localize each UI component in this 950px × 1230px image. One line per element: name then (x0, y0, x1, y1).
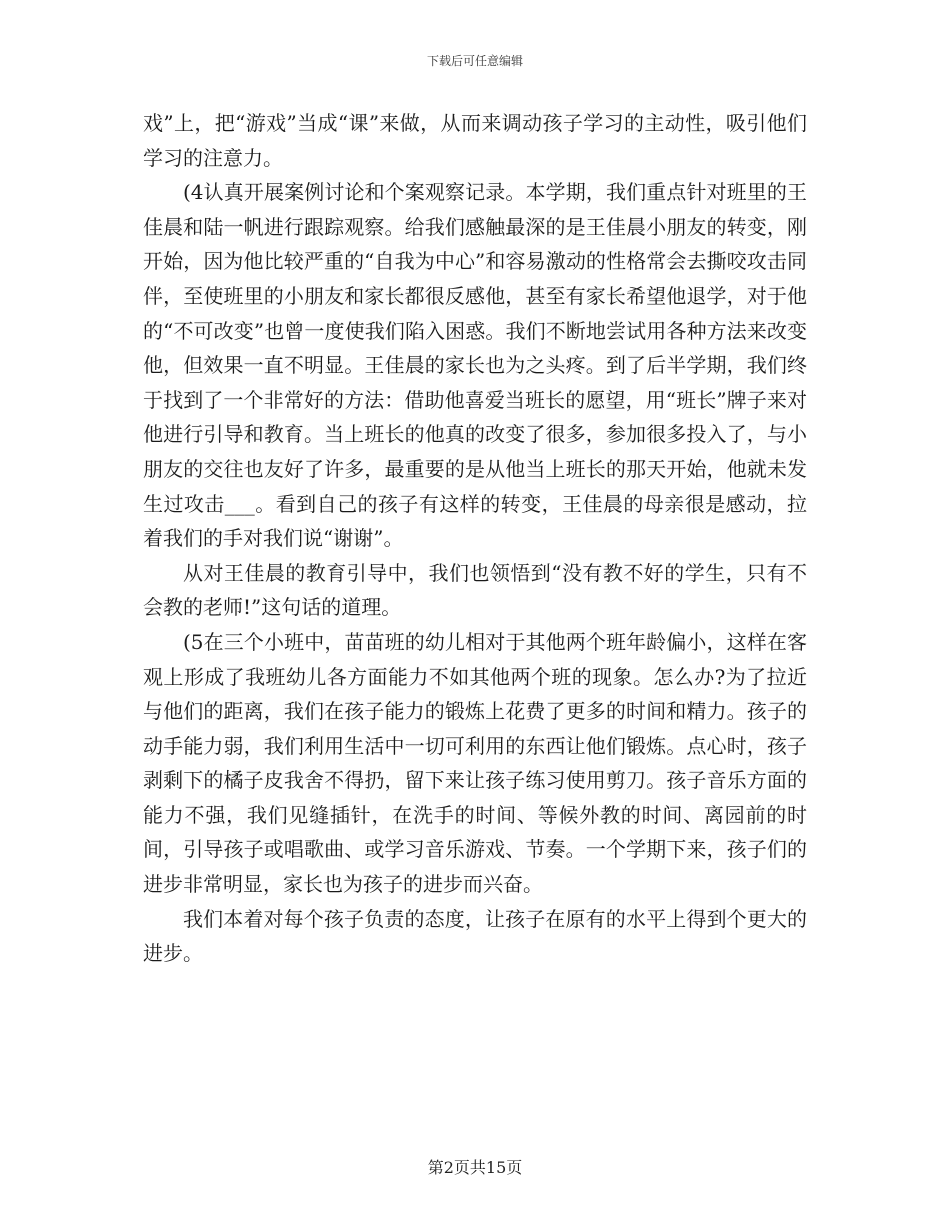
paragraph: 戏”上，把“游戏”当成“课”来做，从而来调动孩子学习的主动性，吸引他们学习的注意力。 (143, 111, 807, 170)
page-footer: 第2页共15页 (427, 1158, 523, 1177)
page-header: 下载后可任意编辑 (426, 54, 523, 68)
paragraph: (4认真开展案例讨论和个案观察记录。本学期，我们重点针对班里的王佳晨和陆一帆进行跟踪观察。给我们感触最深的是王佳晨小朋友的转变，刚开始，因为他比较严重的“自我为中心”和容易激动的性格常会去撕咬攻击同伴，至使班里的小朋友和家长都很反感他，甚至有家长希望他退学，对于他的“不可改变”也曾一度使我们陷入困惑。我们不断地尝试用各种方法来改变他，但效果一直不明显。王佳晨的家长也为之头疼。到了后半学期，我们终于找到了一个非常好的方法：借助他喜爱当班长的愿望，用“班长”牌子来对他进行引导和教育。当上班长的他真的改变了很多，参加很多投入了，与小朋友的交往也友好了许多，最重要的是从他当上班长的那天开始，他就未发生过攻击___。看到自己的孩子有这样的转变，王佳晨的母亲很是感动，拉着我们的手对我们说“谢谢”。 (143, 180, 807, 551)
paragraph: 我们本着对每个孩子负责的态度，让孩子在原有的水平上得到个更大的进步。 (143, 906, 807, 966)
paragraph: 从对王佳晨的教育引导中，我们也领悟到“没有教不好的学生，只有不会教的老师!”这句话的道理。 (143, 560, 807, 620)
document-body (143, 106, 807, 971)
paragraph: (5在三个小班中，苗苗班的幼儿相对于其他两个班年龄偏小，这样在客观上形成了我班幼儿各方面能力不如其他两个班的现象。怎么办?为了拉近与他们的距离，我们在孩子能力的锻炼上花费了更多的时间和精力。孩子的动手能力弱，我们利用生活中一切可利用的东西让他们锻炼。点心时，孩子剥剩下的橘子皮我舍不得扔，留下来让孩子练习使用剪刀。孩子音乐方面的能力不强，我们见缝插针，在洗手的时间、等候外教的时间、离园前的时间，引导孩子或唱歌曲、或学习音乐游戏、节奏。一个学期下来，孩子们的进步非常明显，家长也为孩子的进步而兴奋。 (143, 629, 807, 897)
